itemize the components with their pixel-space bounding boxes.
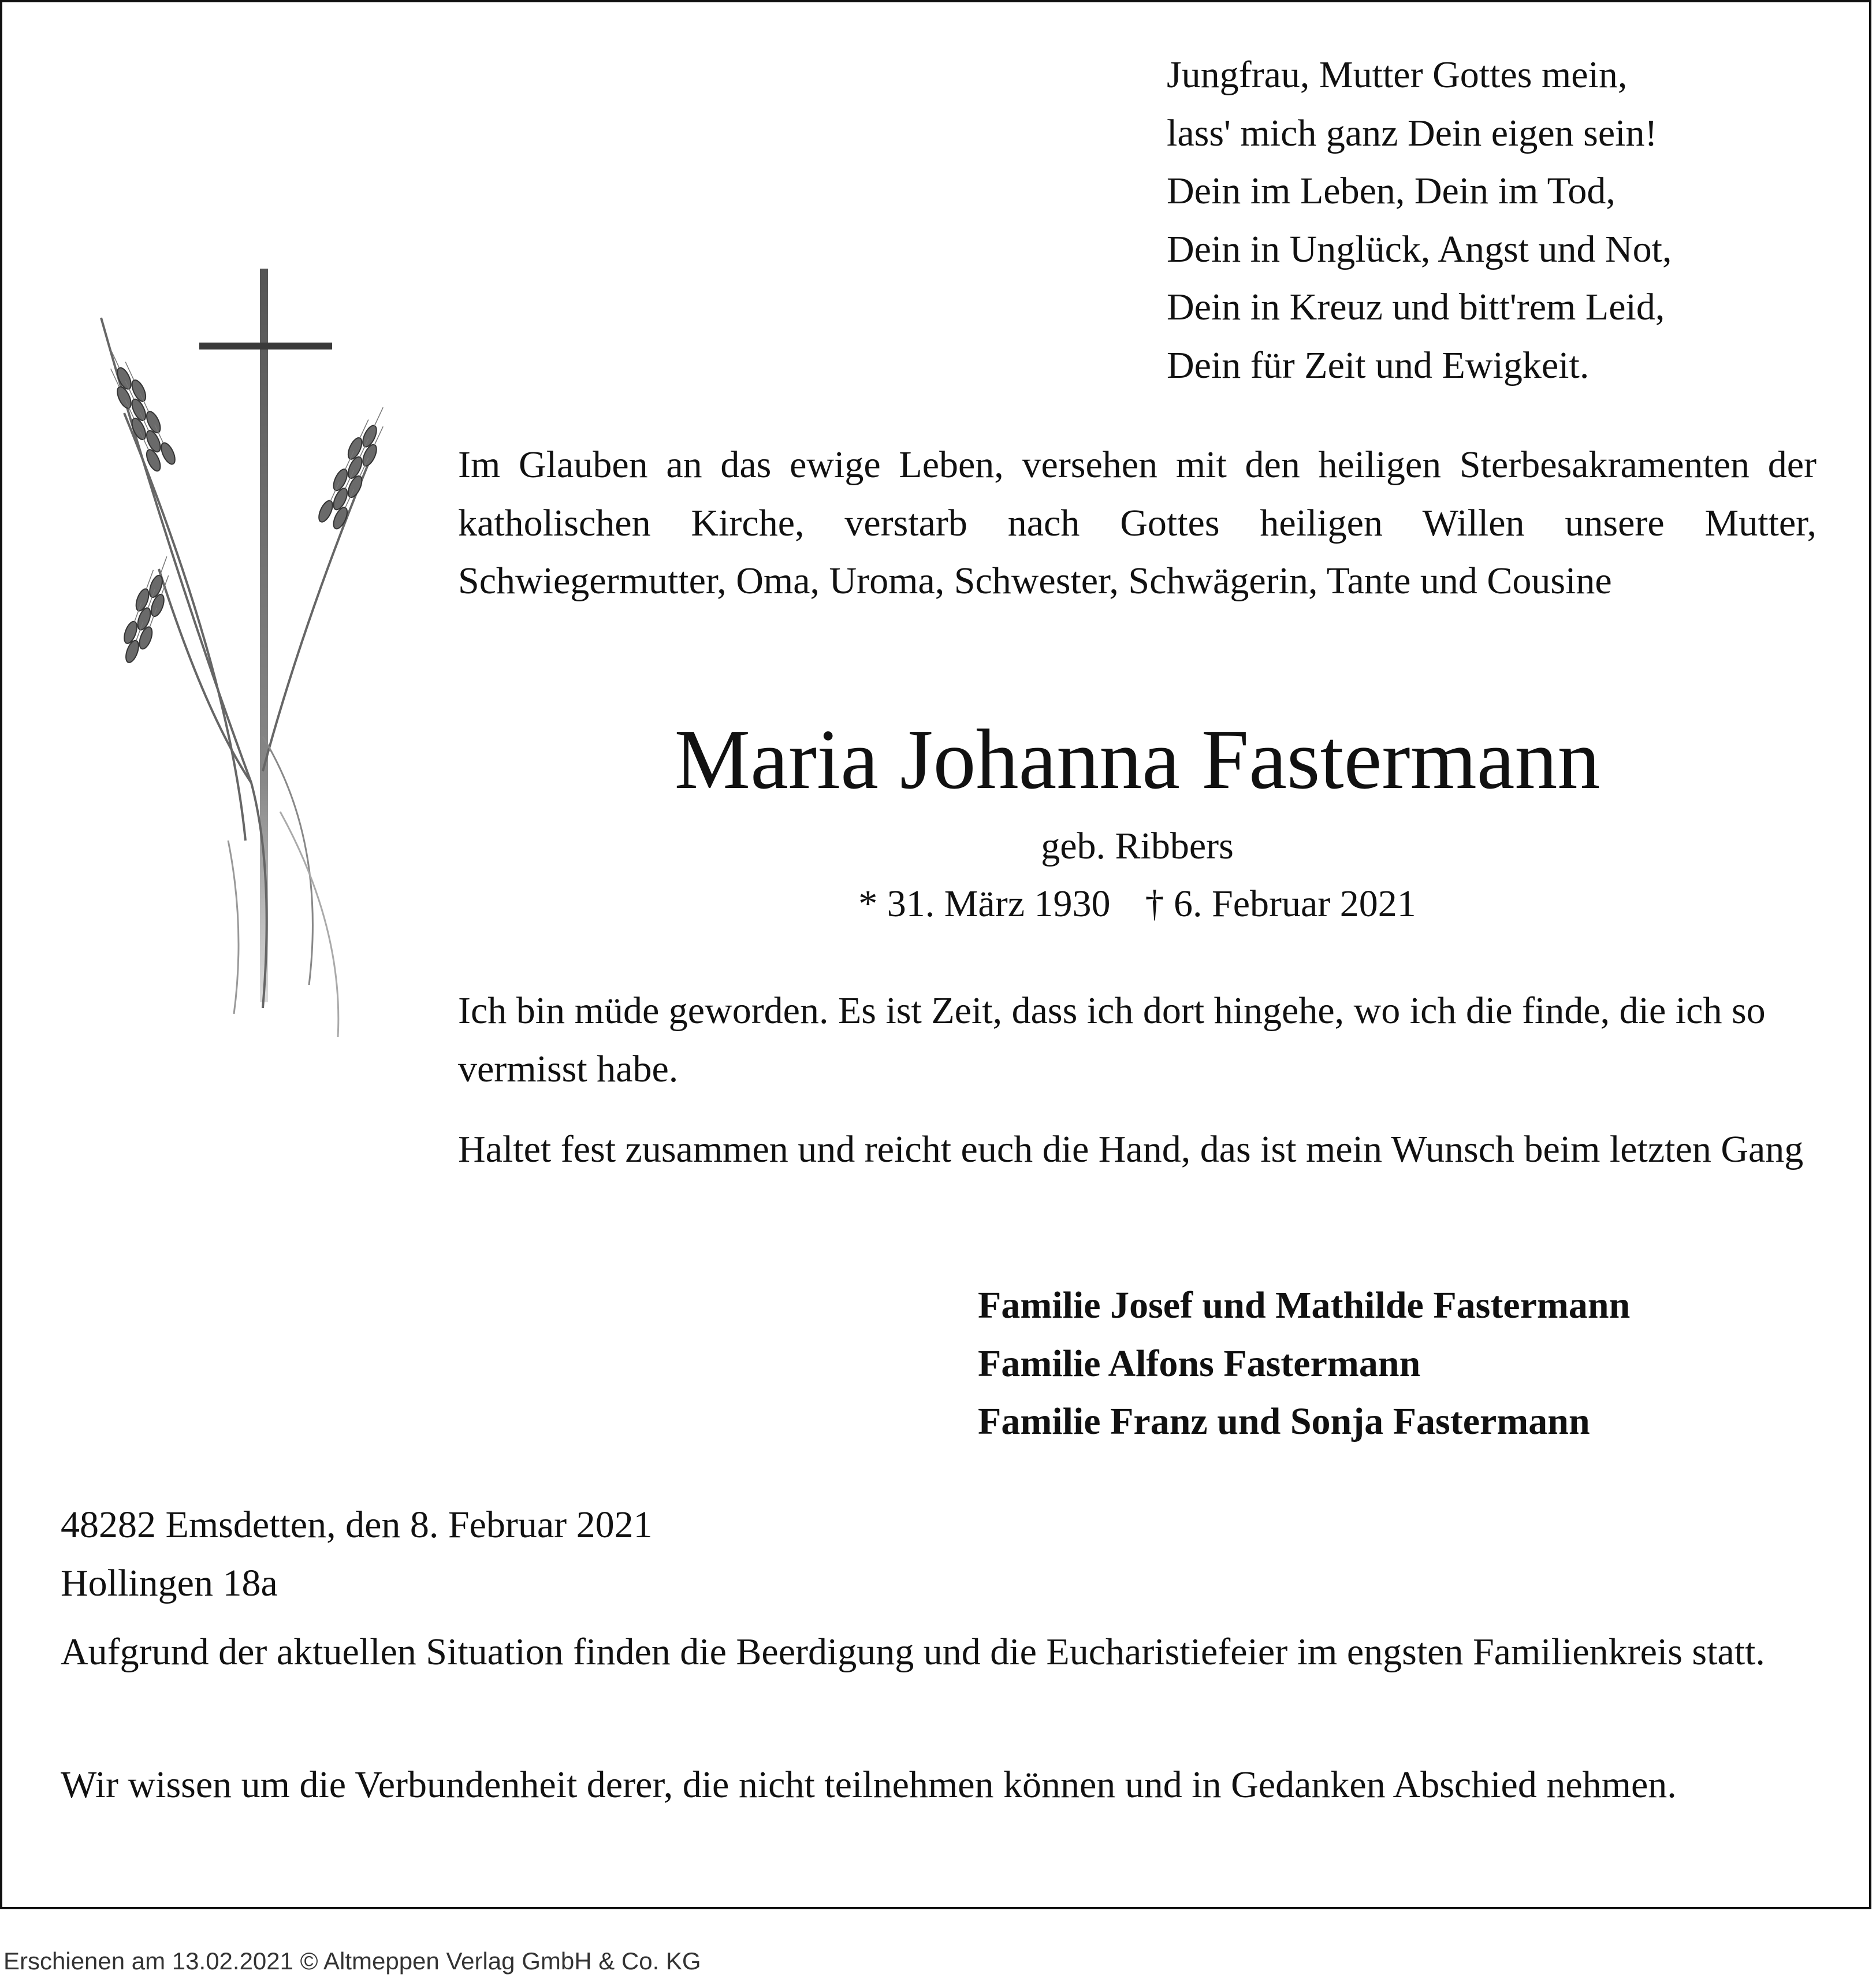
sympathy-notice: Wir wissen um die Verbundenheit derer, die nicht teilnehmen können und in Gedanken Abschied nehmen. xyxy=(61,1764,1677,1806)
poem-line: lass' mich ganz Dein eigen sein! xyxy=(1167,111,1658,154)
family-name: Familie Alfons Fastermann xyxy=(978,1342,1421,1385)
place-date: 48282 Emsdetten, den 8. Februar 2021 xyxy=(61,1504,653,1546)
poem-line: Dein im Leben, Dein im Tod, xyxy=(1167,170,1616,212)
publication-footer: Erschienen am 13.02.2021 © Altmeppen Verlag GmbH & Co. KG xyxy=(3,1947,701,1975)
life-dates xyxy=(458,875,1817,933)
family-name: Familie Franz und Sonja Fastermann xyxy=(978,1400,1590,1442)
birth-date: * 31. März 1930 xyxy=(858,883,1111,925)
family-name: Familie Josef und Mathilde Fastermann xyxy=(978,1284,1631,1326)
cross-with-wheat-ears-icon xyxy=(55,263,407,1049)
death-date: † 6. Februar 2021 xyxy=(1145,883,1416,925)
farewell-wish: Haltet fest zusammen und reicht euch die Hand, das ist mein Wunsch beim letzten Gang xyxy=(458,1128,1804,1170)
intro-paragraph: Im Glauben an das ewige Leben, versehen mit den heiligen Sterbesakramenten der katholischen Kirche, verstarb nach Gottes heiligen Willen unsere Mutter, Schwiegermutter, Oma, Uroma, Schwester, Schwägerin, Tante und Cousine xyxy=(458,444,1817,602)
maiden-name: geb. Ribbers xyxy=(1041,825,1234,867)
place-and-address xyxy=(61,1496,653,1612)
mourning-families xyxy=(978,1277,1630,1451)
farewell-quote: Ich bin müde geworden. Es ist Zeit, dass ich dort hingehe, wo ich die finde, die ich so vermisst habe. xyxy=(458,990,1766,1090)
poem xyxy=(1167,46,1672,395)
funeral-notice: Aufgrund der aktuellen Situation finden die Beerdigung und die Eucharistiefeier im engsten Familienkreis statt. xyxy=(61,1631,1765,1673)
poem-line: Dein in Unglück, Angst und Not, xyxy=(1167,228,1672,270)
poem-line: Dein für Zeit und Ewigkeit. xyxy=(1167,344,1590,386)
poem-line: Dein in Kreuz und bitt'rem Leid, xyxy=(1167,286,1665,328)
address: Hollingen 18a xyxy=(61,1561,278,1604)
deceased-name: Maria Johanna Fastermann xyxy=(674,712,1600,807)
poem-line: Jungfrau, Mutter Gottes mein, xyxy=(1167,54,1628,96)
